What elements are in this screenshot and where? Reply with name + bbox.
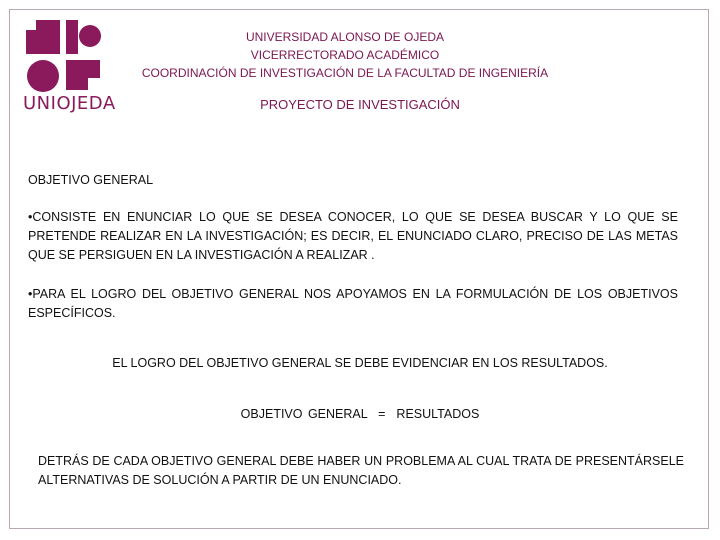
- equation-line: OBJETIVO GENERAL = RESULTADOS: [240, 407, 480, 421]
- vicerrectorado: VICERRECTORADO ACADÉMICO: [250, 48, 440, 62]
- statement-line: EL LOGRO DEL OBJETIVO GENERAL SE DEBE EVIDENCIAR EN LOS RESULTADOS.: [112, 356, 608, 370]
- slide-frame: [9, 9, 709, 529]
- section-heading: OBJETIVO GENERAL: [28, 173, 154, 187]
- closing-paragraph: DETRÁS DE CADA OBJETIVO GENERAL DEBE HABER UN PROBLEMA AL CUAL TRATA DE PRESENTÁRSELE ALTERNATIVAS DE SOLUCIÓN A PARTIR DE UN ENUNCIADO.: [38, 454, 684, 487]
- bullet-paragraph-2: •PARA EL LOGRO DEL OBJETIVO GENERAL NOS APOYAMOS EN LA FORMULACIÓN DE LOS OBJETIVOS ESPECÍFICOS.: [28, 287, 678, 320]
- coordination: COORDINACIÓN DE INVESTIGACIÓN DE LA FACULTAD DE INGENIERÍA: [141, 66, 549, 80]
- project-title: PROYECTO DE INVESTIGACIÓN: [260, 97, 460, 112]
- university-name: UNIVERSIDAD ALONSO DE OJEDA: [245, 30, 445, 44]
- bullet-paragraph-1: •CONSISTE EN ENUNCIAR LO QUE SE DESEA CONOCER, LO QUE SE DESEA BUSCAR Y LO QUE SE PRETENDE REALIZAR EN LA INVESTIGACIÓN; ES DECIR, EL ENUNCIADO CLARO, PRECISO DE LAS METAS QUE SE PERSIGUEN EN LA INVESTIGACIÓN A REALIZAR .: [28, 210, 678, 262]
- logo-wordmark: UNIOJEDA: [23, 93, 116, 114]
